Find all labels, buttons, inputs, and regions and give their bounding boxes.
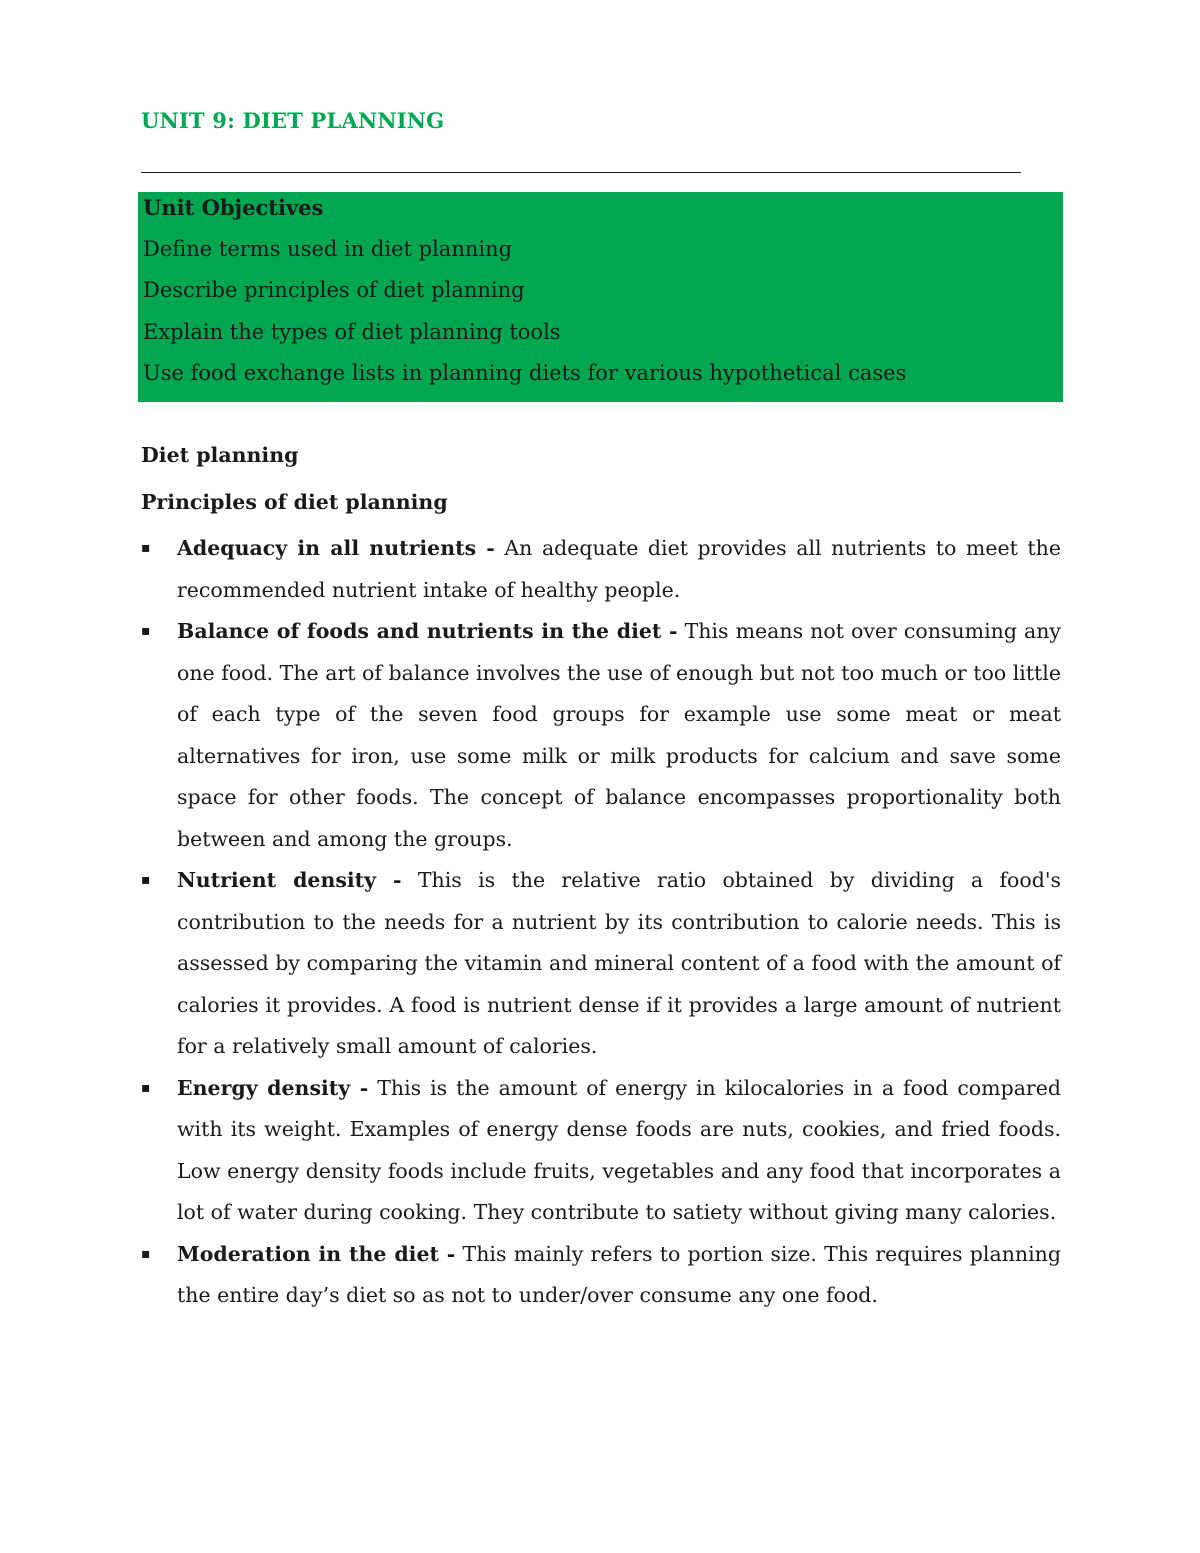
principle-text: This mainly refers to portion size. This requires planning the entire day’s diet so as not to under/over consume any one food. [177, 1241, 1061, 1307]
objectives-heading: Unit Objectives [143, 195, 324, 220]
principle-term: Energy density - [177, 1075, 369, 1100]
principle-text: An adequate diet provides all nutrients to meet the recommended nutrient intake of healthy people. [177, 536, 1061, 602]
title-divider [141, 172, 1021, 173]
bullet-marker-icon: ▪ [141, 1245, 151, 1262]
principle-item-balance [141, 611, 1061, 860]
principle-text: This means not over consuming any one food. The art of balance involves the use of enough but not too much or too little of each type of the seven food groups for example use some meat or meat alternatives for iron, use some milk or milk products for calcium and save some space for other foods. The concept of balance encompasses proportionality both between and among the groups. [177, 619, 1062, 851]
principle-term: Nutrient density - [177, 868, 402, 892]
principle-item-moderation [141, 1234, 1061, 1317]
unit-title: UNIT 9: DIET PLANNING [141, 108, 445, 133]
principles-list [141, 528, 1061, 1317]
section-heading: Diet planning [141, 443, 299, 467]
objective-item: Define terms used in diet planning [143, 236, 513, 261]
principle-text: This is the amount of energy in kilocalories in a food compared with its weight. Examples of energy dense foods are nuts, cookies, and fried foods. Low energy density foods include fruits, vegetables and any food that incorporates a lot of water during cooking. They contribute to satiety without giving many calories. [177, 1075, 1061, 1224]
objective-item: Describe principles of diet planning [143, 278, 525, 302]
principle-item-nutrient-density [141, 860, 1061, 1068]
objective-item: Explain the types of diet planning tools [143, 319, 561, 344]
subsection-heading: Principles of diet planning [141, 490, 448, 514]
objective-item: Use food exchange lists in planning diets for various hypothetical cases [143, 361, 907, 385]
principle-term: Adequacy in all nutrients - [177, 536, 495, 560]
principle-text: This is the relative ratio obtained by dividing a food's contribution to the needs for a nutrient by its contribution to calorie needs. This is assessed by comparing the vitamin and mineral content of a food with the amount of calories it provides. A food is nutrient dense if it provides a large amount of nutrient for a relatively small amount of calories. [177, 868, 1061, 1058]
bullet-marker-icon: ▪ [141, 1079, 151, 1096]
unit-objectives-box [138, 192, 1063, 402]
principle-item-energy-density [141, 1068, 1061, 1234]
bullet-marker-icon: ▪ [141, 623, 151, 639]
bullet-marker-icon: ▪ [141, 540, 151, 556]
bullet-marker-icon: ▪ [141, 872, 151, 888]
principle-item-adequacy [141, 528, 1061, 611]
principle-term: Balance of foods and nutrients in the diet - [177, 619, 678, 643]
principle-term: Moderation in the diet - [177, 1241, 456, 1266]
